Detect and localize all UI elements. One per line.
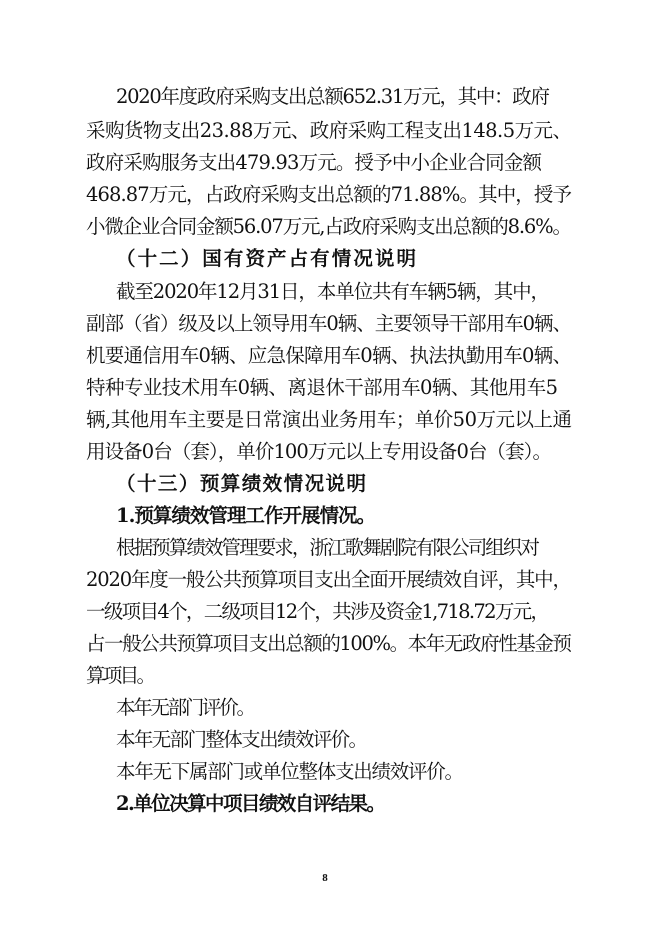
section-heading: 2.单位决算中项目绩效自评结果。 — [116, 792, 385, 815]
text-line: 2020年度一般公共预算项目支出全面开展绩效自评，其中， — [86, 568, 571, 591]
text-line: 一级项目4个，二级项目12个，共涉及资金1,718.72万元， — [86, 600, 549, 623]
text-line: 算项目。 — [86, 664, 154, 687]
text-line: 本年无下属部门或单位整体支出绩效评价。 — [116, 760, 463, 783]
text-line: 小微企业合同金额56.07万元,占政府采购支出总额的8.6%。 — [86, 215, 571, 238]
text-line: 辆,其他用车主要是日常演出业务用车；单价50万元以上通 — [86, 408, 572, 431]
text-line: 截至2020年12月31日，本单位共有车辆5辆，其中， — [116, 280, 549, 303]
text-line: 用设备0台（套），单价100万元以上专用设备0台（套）。 — [86, 440, 552, 463]
text-line: 2020年度政府采购支出总额652.31万元，其中：政府 — [116, 85, 549, 108]
page-number: 8 — [322, 872, 328, 884]
text-line: 特种专业技术用车0辆、离退休干部用车0辆、其他用车5 — [86, 376, 558, 399]
text-line: 副部（省）级及以上领导用车0辆、主要领导干部用车0辆、 — [86, 312, 571, 335]
text-line: 政府采购服务支出479.93万元。授予中小企业合同金额 — [86, 151, 542, 174]
text-line: 根据预算绩效管理要求，浙江歌舞剧院有限公司组织对 — [116, 536, 539, 559]
text-line: 468.87万元，占政府采购支出总额的71.88%。其中，授予 — [86, 183, 572, 206]
text-line: 本年无部门评价。 — [116, 696, 254, 719]
section-heading: （十三）预算绩效情况说明 — [116, 472, 368, 495]
text-line: 占一般公共预算项目支出总额的100%。本年无政府性基金预 — [86, 632, 571, 655]
text-line: 机要通信用车0辆、应急保障用车0辆、执法执勤用车0辆、 — [86, 344, 572, 367]
section-heading: （十二）国有资产占有情况说明 — [116, 247, 419, 270]
text-line: 采购货物支出23.88万元、政府采购工程支出148.5万元、 — [86, 119, 572, 142]
section-heading: 1.预算绩效管理工作开展情况。 — [116, 504, 376, 527]
text-line: 本年无部门整体支出绩效评价。 — [116, 728, 367, 751]
